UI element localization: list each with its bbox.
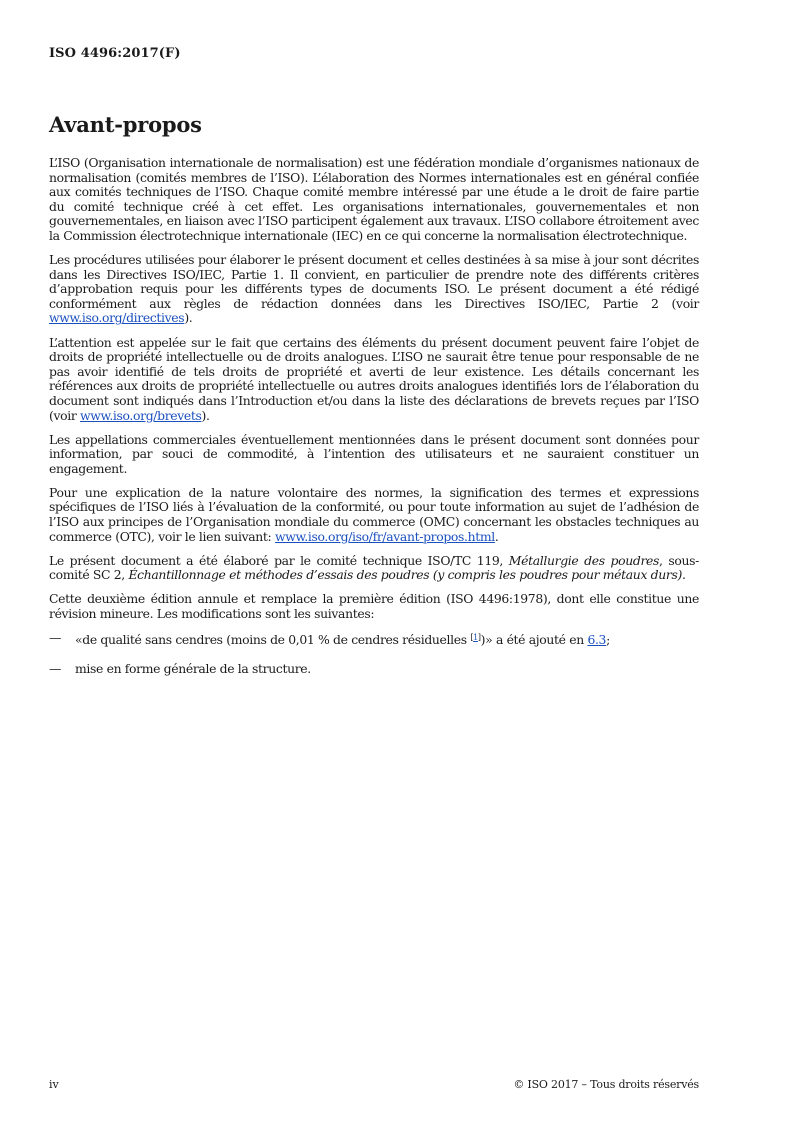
paragraph-voluntary-nature [49, 486, 699, 544]
patents-link[interactable]: www.iso.org/brevets [80, 407, 202, 423]
list-item-1-mid: )» a été ajouté en [480, 632, 588, 648]
ref-bracket-open: [ [470, 633, 474, 643]
paragraph-voluntary-end: . [494, 528, 499, 544]
list-item [49, 662, 699, 677]
paragraph-committee-mid: , sous-comité SC 2, [49, 552, 700, 583]
paragraph-patents [49, 336, 699, 424]
subcommittee-title: Échantillonnage et méthodes d’essais des poudres (y compris les poudres pour métaux durs) [128, 567, 682, 583]
paragraph-committee-end: . [681, 567, 686, 583]
list-dash: — [49, 630, 62, 646]
directives-link[interactable]: www.iso.org/directives [49, 310, 185, 326]
foreword-body [49, 156, 699, 690]
paragraph-edition: Cette deuxième édition annule et remplace la première édition (ISO 4496:1978), dont elle constitue une révision mineure. Les modifications sont les suivantes: [49, 591, 699, 622]
copyright-notice: © ISO 2017 – Tous droits réservés [513, 1078, 699, 1091]
list-item-2-text: mise en forme générale de la structure. [75, 660, 311, 676]
paragraph-procedures [49, 253, 699, 326]
reference-marker [470, 633, 480, 642]
page-title: Avant-propos [49, 112, 202, 137]
list-item [49, 631, 699, 648]
clause-6-3-link[interactable]: 6.3 [587, 632, 607, 648]
committee-title: Métallurgie des poudres [508, 552, 660, 568]
list-item-1-end: ; [606, 632, 610, 648]
foreword-link[interactable]: www.iso.org/iso/fr/avant-propos.html [274, 528, 495, 544]
paragraph-patents-text: L’attention est appelée sur le fait que certains des éléments du présent document peuvent faire l’objet de droits de propriété intellectuelle ou de droits analogues. L’ISO ne saurait être tenue pour responsable de ne pas avoir identifié de tels droits de propriété et averti de leur existence. Les détails concernant les références aux droits de propriété intellectuelle ou autres droits analogues identifiés lors de l’élaboration du document sont indiqués dans l’Introduction et/ou dans la liste des déclarations de brevets reçues par l’ISO (voir [49, 334, 699, 423]
paragraph-committee [49, 554, 699, 583]
paragraph-trade-names: Les appellations commerciales éventuellement mentionnées dans le présent document sont données pour information, par souci de commodité, à l’intention des utilisateurs et ne sauraient constituer un engagement. [49, 431, 699, 476]
paragraph-patents-end: ). [201, 407, 210, 423]
paragraph-iso-description: L’ISO (Organisation internationale de normalisation) est une fédération mondiale d’organismes nationaux de normalisation (comités membres de l’ISO). L’élaboration des Normes internationales est en général confiée aux comités techniques de l’ISO. Chaque comité membre intéressé par une étude a le droit de faire partie du comité technique créé à cet effet. Les organisations internationales, gouvernementales et non gouvernementales, en liaison avec l’ISO participent également aux travaux. L’ISO collabore étroitement avec la Commission électrotechnique internationale (IEC) en ce qui concerne la normalisation électrotechnique. [49, 155, 699, 243]
document-id: ISO 4496:2017(F) [49, 46, 181, 61]
list-item-1-text: «de qualité sans cendres (moins de 0,01 % de cendres résiduelles [75, 632, 471, 648]
paragraph-voluntary-text: Pour une explication de la nature volontaire des normes, la signification des termes et expressions spécifiques de l’ISO liés à l’évaluation de la conformité, ou pour toute information au sujet de l’adhésion de l’ISO aux principes de l’Organisation mondiale du commerce (OMC) concernant les obstacles techniques au commerce (OTC), voir le lien suivant: [49, 484, 699, 544]
reference-1-link[interactable]: 1 [473, 633, 478, 643]
ref-bracket-close: ] [477, 633, 481, 643]
paragraph-committee-text: Le présent document a été élaboré par le comité technique ISO/TC 119, [49, 552, 509, 568]
list-dash: — [49, 660, 62, 676]
list-item-text [75, 631, 610, 648]
page-number: iv [49, 1078, 59, 1091]
paragraph-procedures-end: ). [184, 310, 193, 326]
paragraph-procedures-text: Les procédures utilisées pour élaborer le présent document et celles destinées à sa mise à jour sont décrites dans les Directives ISO/IEC, Partie 1. Il convient, en particulier de prendre note des différents critères d’approbation requis pour les différents types de documents ISO. Le présent document a été rédigé conformément aux règles de rédaction données dans les Directives ISO/IEC, Partie 2 (voir [49, 252, 699, 311]
